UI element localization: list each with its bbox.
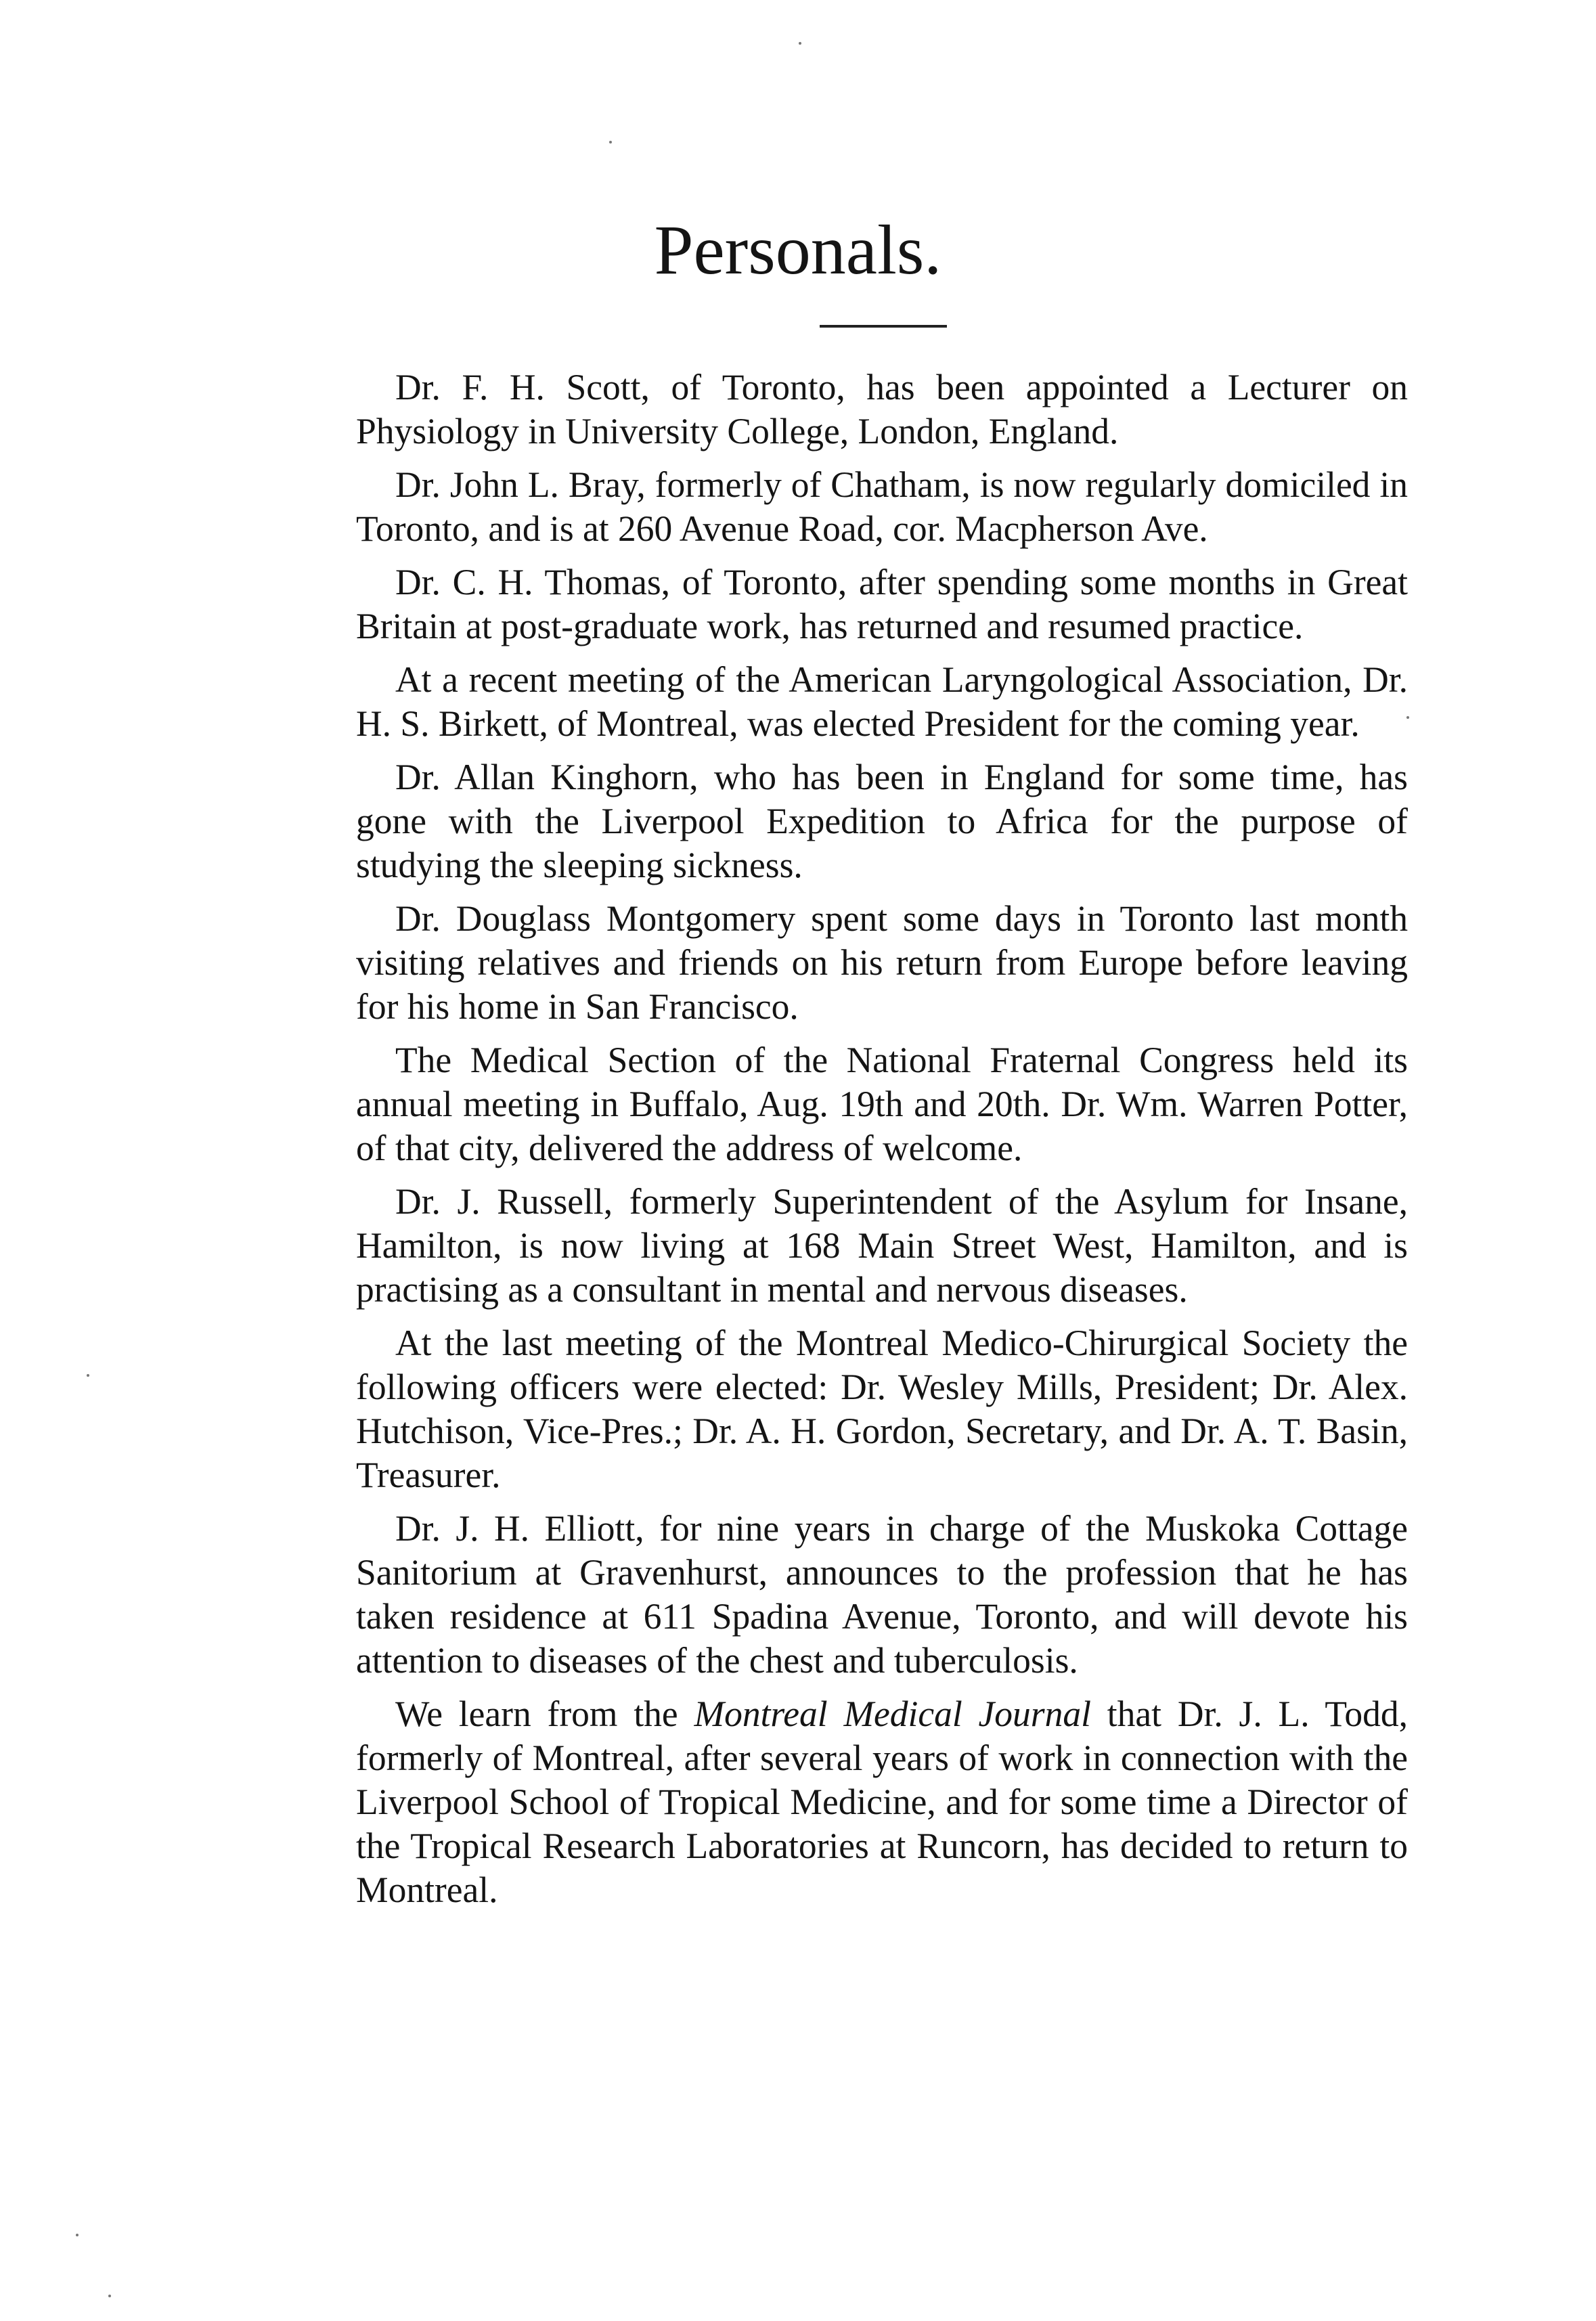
print-speck (108, 2295, 111, 2297)
print-speck (1406, 716, 1409, 719)
paragraph-todd-rest: that Dr. J. L. Todd, formerly of Montreal, after several years of work in connection with the Liverpool School of Tropical Medicine, and for some time a Director of the Tropical Research Laboratories at Runcorn, has decided to return to Montreal. (356, 1694, 1408, 1910)
print-speck (76, 2234, 79, 2236)
personals-column (356, 366, 1408, 1922)
paragraph-mills: At the last meeting of the Montreal Medico-Chirurgical Society the following officers were elected: Dr. Wesley Mills, President; Dr. Alex. Hutchison, Vice-Pres.; Dr. A. H. Gordon, Secretary, and Dr. A. T. Basin, Treasurer. (356, 1323, 1408, 1495)
print-speck (609, 141, 612, 143)
paragraph-bray: Dr. John L. Bray, formerly of Chatham, is now regularly domiciled in Toronto, and is at 260 Avenue Road, cor. Macpherson Ave. (356, 464, 1408, 549)
title-rule (820, 325, 947, 328)
paragraph-birkett: At a recent meeting of the American Laryngological Association, Dr. H. S. Birkett, of Montreal, was elected President for the coming year. (356, 659, 1408, 744)
paragraph-thomas: Dr. C. H. Thomas, of Toronto, after spending some months in Great Britain at post-graduate work, has returned and resumed practice. (356, 562, 1408, 646)
paragraph-kinghorn: Dr. Allan Kinghorn, who has been in England for some time, has gone with the Liverpool Expedition to Africa for the purpose of studying the sleeping sickness. (356, 757, 1408, 885)
paragraph-todd-lead: We learn from the (395, 1694, 694, 1734)
print-speck (799, 42, 801, 45)
journal-title: Montreal Medical Journal (694, 1694, 1091, 1734)
paragraph-russell: Dr. J. Russell, formerly Superintendent of the Asylum for Insane, Hamilton, is now living at 168 Main Street West, Hamilton, and is practising as a consultant in mental and nervous diseases. (356, 1181, 1408, 1310)
paragraph-elliott: Dr. J. H. Elliott, for nine years in charge of the Muskoka Cottage Sanitorium at Gravenhurst, announces to the profession that he has taken residence at 611 Spadina Avenue, Toronto, and will devote his attention to diseases of the chest and tuberculosis. (356, 1508, 1408, 1681)
print-speck (87, 1374, 89, 1377)
page-title: Personals. (654, 211, 942, 289)
paragraph-montgomery: Dr. Douglass Montgomery spent some days in Toronto last month visiting relatives and friends on his return from Europe before leaving for his home in San Francisco. (356, 898, 1408, 1027)
paragraph-scott: Dr. F. H. Scott, of Toronto, has been appointed a Lecturer on Physiology in University College, London, England. (356, 367, 1408, 451)
paragraph-potter: The Medical Section of the National Fraternal Congress held its annual meeting in Buffalo, Aug. 19th and 20th. Dr. Wm. Warren Potter, of that city, delivered the address of welcome. (356, 1040, 1408, 1168)
paragraph-todd (356, 1692, 1408, 1912)
